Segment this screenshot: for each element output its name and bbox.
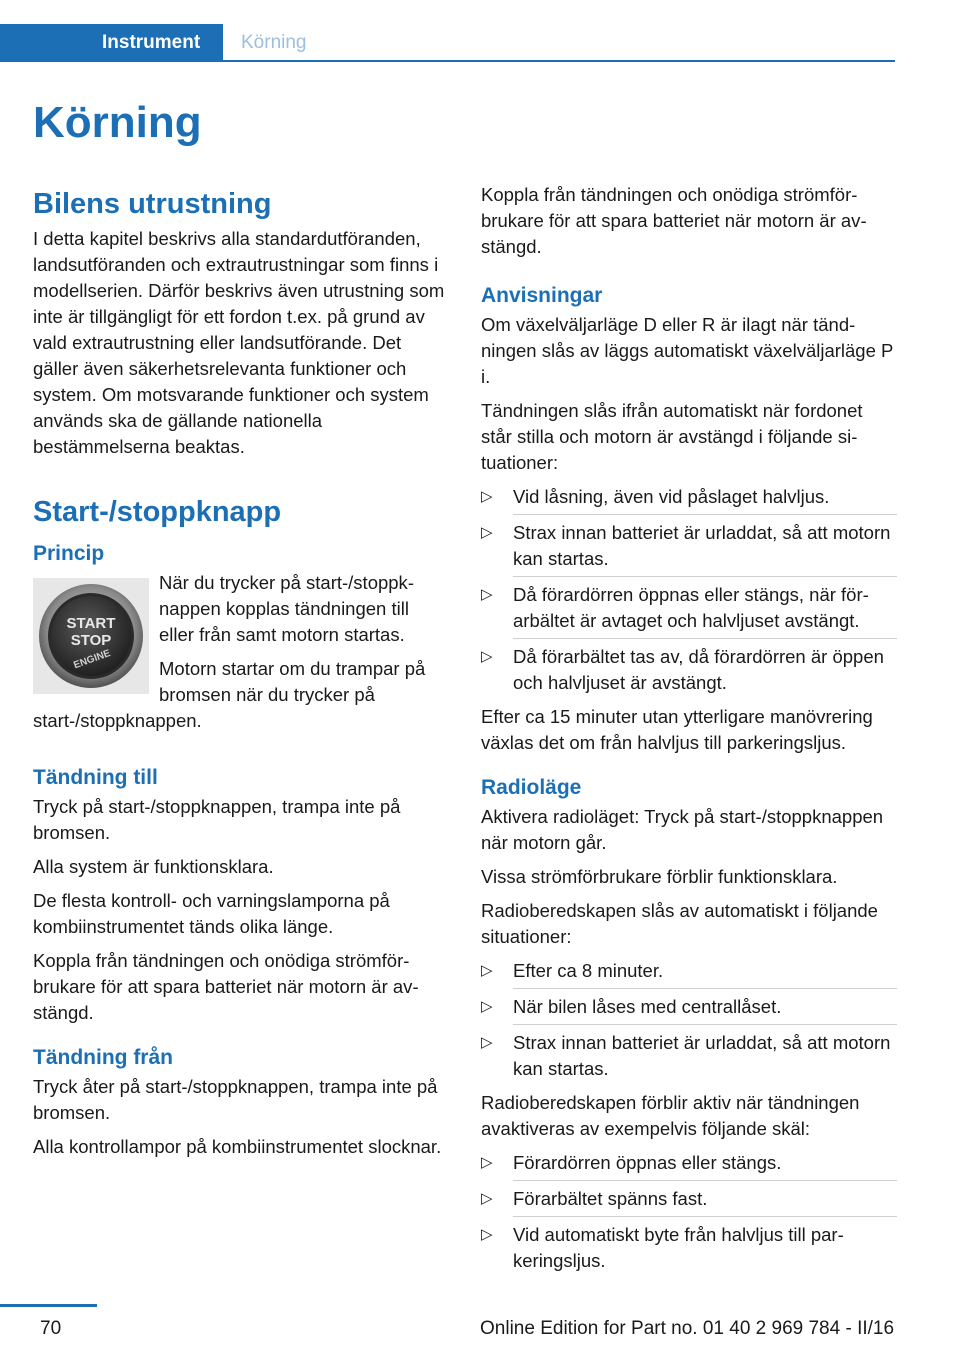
edition-text: Online Edition for Part no. 01 40 2 969 784 - II/16 xyxy=(480,1318,895,1339)
triangle-bullet-icon: ▷ xyxy=(481,1154,493,1171)
paragraph: Tändningen slås ifrån automatiskt när fordonet står stilla och motorn är avstängd i följande situationer: xyxy=(481,400,863,473)
list-item: ▷ Vid automatiskt byte från halvljus till parkeringsljus. xyxy=(481,1224,844,1271)
button-text-stop: STOP xyxy=(70,632,112,649)
list-item: ▷ Då förardörren öppnas eller stängs, när förarbältet är avtaget och halvljuset avstängt. xyxy=(481,582,897,639)
paragraph: Koppla från tändningen och onödiga strömförbrukare för att spara batteriet när motorn är avstängd. xyxy=(33,950,419,1023)
list-item: ▷ Efter ca 8 minuter. xyxy=(481,958,897,989)
list-item: ▷ Strax innan batteriet är urladdat, så att motorn kan startas. xyxy=(481,1032,891,1079)
paragraph: Motorn startar om du trampar på bromsen när du trycker på start-/stoppknappen. xyxy=(33,658,426,731)
left-column xyxy=(33,186,449,1168)
list-item: ▷ När bilen låses med centrallåset. xyxy=(481,994,897,1025)
triangle-bullet-icon: ▷ xyxy=(481,488,493,505)
list-item: ▷ Förardörren öppnas eller stängs. xyxy=(481,1150,897,1181)
triangle-bullet-icon: ▷ xyxy=(481,586,493,603)
bullet-list xyxy=(481,958,897,1082)
bullet-list xyxy=(481,1150,897,1274)
paragraph: Radioberedskapen slås av automatiskt i följande situationer: xyxy=(481,900,878,947)
subsection-title-radiolage: Radioläge xyxy=(481,776,582,799)
subsection-title-anvisningar: Anvisningar xyxy=(481,284,603,307)
bullet-list xyxy=(481,484,897,696)
header-divider xyxy=(0,60,895,62)
paragraph: De flesta kontroll- och varningslamporna på kombiinstrumentet tänds olika länge. xyxy=(33,890,390,937)
paragraph: Tryck på start-/stoppknappen, trampa inte på bromsen. xyxy=(33,796,401,843)
paragraph: Alla kontrollampor på kombiinstrumentet slocknar. xyxy=(33,1136,442,1157)
list-item: ▷ Strax innan batteriet är urladdat, så att motorn kan startas. xyxy=(481,520,897,577)
tab-instrument[interactable]: Instrument xyxy=(0,24,223,62)
triangle-bullet-icon: ▷ xyxy=(481,998,493,1015)
list-item: ▷ Då förarbältet tas av, då förardörren är öppen och halvljuset är avstängt. xyxy=(481,646,884,693)
list-item: ▷ Förarbältet spänns fast. xyxy=(481,1186,897,1217)
triangle-bullet-icon: ▷ xyxy=(481,962,493,979)
footer-divider xyxy=(0,1304,97,1307)
paragraph: Alla system är funktionsklara. xyxy=(33,856,274,877)
triangle-bullet-icon: ▷ xyxy=(481,524,493,541)
triangle-bullet-icon: ▷ xyxy=(481,1226,493,1243)
button-text-start: START xyxy=(66,615,116,632)
triangle-bullet-icon: ▷ xyxy=(481,1190,493,1207)
paragraph: I detta kapitel beskrivs alla standardutföranden, landsutföranden och extrautrustningar som finns i modellserien. Därför beskrivs även utrustning som inte är tillgängligt för ett fordon t.ex. på grund av vald extrautrustning eller landsutförande. Det gäller även säkerhetsrelevanta funktioner och system. Om motsvarande funktioner och system används ska de gällande nationella bestämmelserna beaktas. xyxy=(33,228,445,457)
tab-korning[interactable]: Körning xyxy=(241,32,307,53)
list-item: ▷ Vid låsning, även vid påslaget halvljus. xyxy=(481,484,897,515)
subsection-title-princip: Princip xyxy=(33,542,105,565)
start-stop-button-icon xyxy=(33,578,149,694)
start-stop-button-image xyxy=(33,578,149,694)
triangle-bullet-icon: ▷ xyxy=(481,1034,493,1051)
button-text-engine: ENGINE xyxy=(72,647,113,672)
subsection-title-tandning-fran: Tändning från xyxy=(33,1046,173,1069)
paragraph: Aktivera radioläget: Tryck på start-/stoppknappen när motorn går. xyxy=(481,806,884,853)
paragraph: Tryck åter på start-/stoppknappen, trampa inte på bromsen. xyxy=(33,1076,438,1123)
paragraph: Koppla från tändningen och onödiga strömförbrukare för att spara batteriet när motorn är avstängd. xyxy=(481,184,867,257)
paragraph: Om växelväljarläge D eller R är ilagt när tändningen slås av läggs automatiskt växelväljarläge P i. xyxy=(481,314,894,387)
subsection-title-tandning-till: Tändning till xyxy=(33,766,158,789)
triangle-bullet-icon: ▷ xyxy=(481,648,493,665)
section-title-equipment: Bilens utrustning xyxy=(33,188,272,220)
paragraph: Efter ca 15 minuter utan ytterligare manövrering växlas det om från halvljus till parkeringsljus. xyxy=(481,706,873,753)
right-column xyxy=(481,182,897,1282)
page-number: 70 xyxy=(40,1318,62,1339)
header-tabbar xyxy=(0,24,895,62)
paragraph: Radioberedskapen förblir aktiv när tändningen avaktiveras av exempelvis följande skäl: xyxy=(481,1092,860,1139)
chapter-title: Körning xyxy=(33,98,202,147)
paragraph: Vissa strömförbrukare förblir funktionsklara. xyxy=(481,866,838,887)
paragraph: När du trycker på start-/stoppknappen kopplas tändningen till eller från samt motorn startas. xyxy=(159,572,414,645)
section-title-start-stop: Start-/stoppknapp xyxy=(33,496,282,528)
